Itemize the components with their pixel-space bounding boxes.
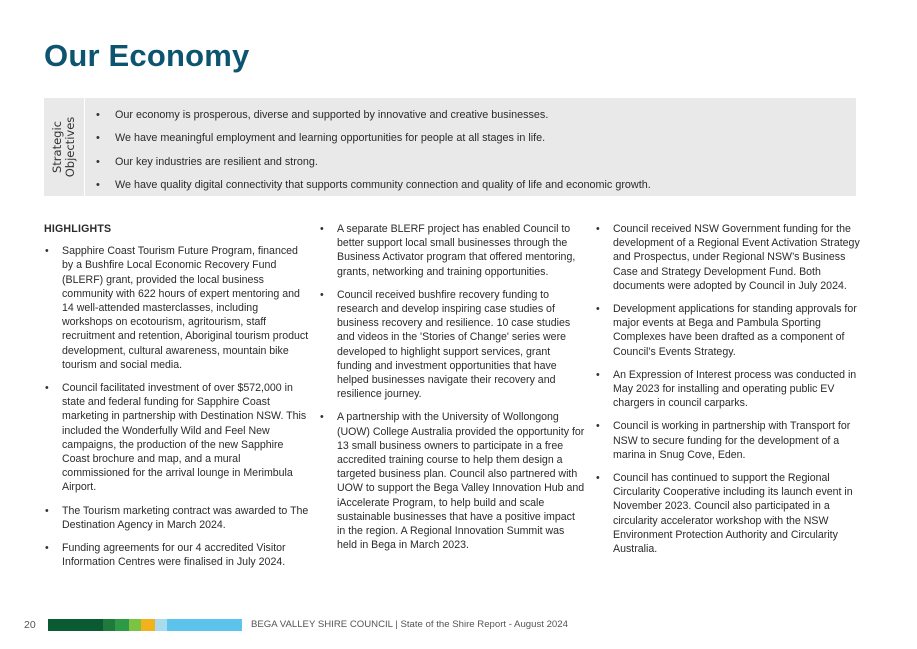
highlight-item: • Council received bushfire recovery funding to research and develop inspiring case studies of business recovery and resilience. 10 case studies and videos in the 'Stories of Change' series were developed to highlight support services, grant funding and investment opportunities that have helped businesses navigate their recovery and resilience journey. bbox=[319, 288, 585, 402]
highlight-item: • A separate BLERF project has enabled Council to better support local small businesses through the Business Activator program that offered mentoring, grants, networking and training opportunities. bbox=[319, 222, 585, 279]
highlight-item: • A partnership with the University of Wollongong (UOW) College Australia provided the opportunity for 13 small business owners to participate in a free accredited training course to help them design a targeted business plan. Council also partnered with UOW to support the Bega Valley Innovation Hub and iAccelerate Program, to help build and scale sustainable businesses that have a positive impact in the region. A Regional Innovation Summit was held in Bega in March 2023. bbox=[319, 410, 585, 552]
color-bar-segment bbox=[155, 619, 167, 631]
objectives-list bbox=[84, 98, 856, 196]
footer-text: BEGA VALLEY SHIRE COUNCIL | State of the Shire Report - August 2024 bbox=[251, 619, 568, 630]
objectives-label-line2: Objectives bbox=[63, 116, 77, 178]
objectives-label-line1: Strategic bbox=[50, 121, 64, 173]
highlights-column-3 bbox=[595, 222, 861, 565]
highlight-item: • An Expression of Interest process was conducted in May 2023 for installing and operating public EV chargers in council carparks. bbox=[595, 368, 861, 411]
highlights-list-1 bbox=[44, 244, 310, 569]
highlight-item: • Funding agreements for our 4 accredited Visitor Information Centres were finalised in July 2024. bbox=[44, 541, 310, 569]
highlights-list-3 bbox=[595, 222, 861, 556]
color-bar-segment bbox=[141, 619, 155, 631]
objective-item: • Our key industries are resilient and strong. bbox=[85, 151, 856, 174]
page-title: Our Economy bbox=[44, 38, 250, 73]
highlights-heading: HIGHLIGHTS bbox=[44, 223, 112, 235]
highlight-item: • Development applications for standing approvals for major events at Bega and Pambula Sporting Complexes have been drafted as a component of Council’s Events Strategy. bbox=[595, 302, 861, 359]
highlight-item: • Council has continued to support the Regional Circularity Cooperative including its launch event in November 2023. Council also participated in a circularity accelerator workshop with the NSW Environment Protection Authority and Circularity Australia. bbox=[595, 471, 861, 556]
highlight-item: • Council facilitated investment of over $572,000 in state and federal funding for Sapphire Coast marketing in partnership with Destination NSW. This included the Wonderfully Wild and Feel New campaigns, the production of the new Sapphire Coast brochure and map, and a mural commissioned for the arrival lounge in Merimbula Airport. bbox=[44, 381, 310, 495]
highlight-item: • Council is working in partnership with Transport for NSW to secure funding for the development of a marina in Snug Cove, Eden. bbox=[595, 419, 861, 462]
highlight-item: • The Tourism marketing contract was awarded to The Destination Agency in March 2024. bbox=[44, 504, 310, 532]
color-bar-segment bbox=[48, 619, 103, 631]
color-bar-segment bbox=[103, 619, 115, 631]
objective-item: • Our economy is prosperous, diverse and supported by innovative and creative businesses. bbox=[85, 104, 856, 127]
page-number: 20 bbox=[24, 619, 36, 631]
color-bar-segment bbox=[167, 619, 242, 631]
highlights-column-2 bbox=[319, 222, 585, 561]
highlights-column-1 bbox=[44, 222, 310, 578]
page-footer bbox=[0, 615, 917, 635]
color-bar-segment bbox=[129, 619, 141, 631]
footer-color-bar bbox=[48, 619, 242, 631]
strategic-objectives-panel bbox=[44, 98, 856, 196]
strategic-objectives-label bbox=[44, 98, 84, 196]
highlights-list-2 bbox=[319, 222, 585, 552]
objective-item: • We have meaningful employment and learning opportunities for people at all stages in life. bbox=[85, 127, 856, 150]
objective-item: • We have quality digital connectivity that supports community connection and quality of life and economic growth. bbox=[85, 174, 856, 197]
highlight-item: • Sapphire Coast Tourism Future Program, financed by a Bushfire Local Economic Recovery Fund (BLERF) grant, provided the local business community with 622 hours of expert mentoring and 14 well-attended masterclasses, including workshops on ecotourism, agritourism, staff recruitment and retention, Aboriginal tourism product development, cultural awareness, mountain bike tourism and social media. bbox=[44, 244, 310, 372]
color-bar-segment bbox=[115, 619, 129, 631]
highlight-item: • Council received NSW Government funding for the development of a Regional Event Activation Strategy and Prospectus, under Regional NSW’s Business Case and Strategy Development Fund. Both documents were adopted by Council in July 2024. bbox=[595, 222, 861, 293]
